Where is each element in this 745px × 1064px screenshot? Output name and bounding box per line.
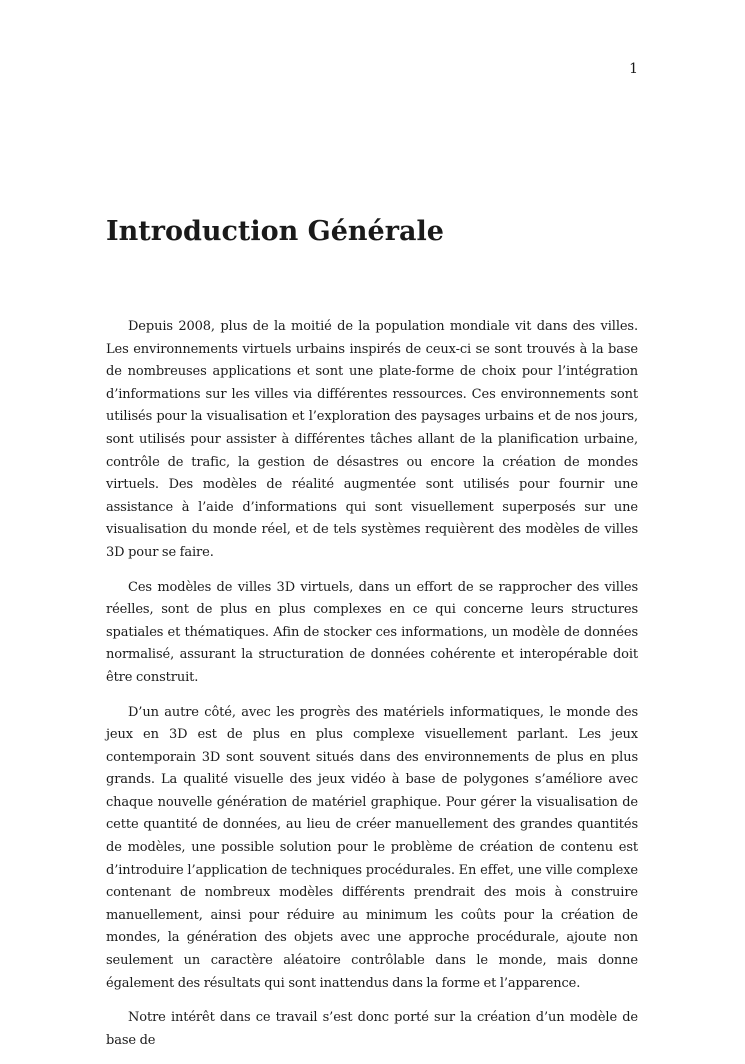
- paragraph-3: D’un autre côté, avec les progrès des matériels informatiques, le monde des jeux en 3D est de plus en plus complexe visuellement parlant. Les jeux contemporain 3D sont souvent situés dans des environnements de plus en plus grands. La qualité visuelle des jeux vidéo à base de polygones s’améliore avec chaque nouvelle génération de matériel graphique. Pour gérer la visualisation de cette quantité de données, au lieu de créer manuellement des grandes quantités de modèles, une possible solution pour le problème de création de contenu est d’introduire l’application de techniques procédurales. En effet, une ville complexe contenant de nombreux modèles différents prendrait des mois à construire manuellement, ainsi pour réduire au minimum les coûts pour la création de mondes, la génération des objets avec une approche procédurale, ajoute non seulement un caractère aléatoire contrôlable dans le monde, mais donne également des résultats qui sont inattendus dans la forme et l’apparence.: [106, 704, 638, 991]
- paragraph-2: Ces modèles de villes 3D virtuels, dans un effort de se rapprocher des villes réelles, sont de plus en plus complexes en ce qui concerne leurs structures spatiales et thématiques. Afin de stocker ces informations, un modèle de données normalisé, assurant la structuration de données cohérente et interopérable doit être construit.: [106, 579, 638, 685]
- page-number: 1: [629, 61, 638, 77]
- body-text: [106, 316, 638, 1064]
- paragraph-1: Depuis 2008, plus de la moitié de la population mondiale vit dans des villes. Les environnements virtuels urbains inspirés de ceux-ci se sont trouvés à la base de nombreuses applications et sont une plate-forme de choix pour l’intégration d’informations sur les villes via différentes ressources. Ces environnements sont utilisés pour la visualisation et l’exploration des paysages urbains et de nos jours, sont utilisés pour assister à différentes tâches allant de la planification urbaine, contrôle de trafic, la gestion de désastres ou encore la création de mondes virtuels. Des modèles de réalité augmentée sont utilisés pour fournir une assistance à l’aide d’informations qui sont visuellement superposés sur une visualisation du monde réel, et de tels systèmes requièrent des modèles de villes 3D pour se faire.: [106, 319, 638, 560]
- paragraph-4: Notre intérêt dans ce travail s’est donc porté sur la création d’un modèle de base de: [106, 1010, 638, 1048]
- chapter-title: Introduction Générale: [106, 216, 444, 247]
